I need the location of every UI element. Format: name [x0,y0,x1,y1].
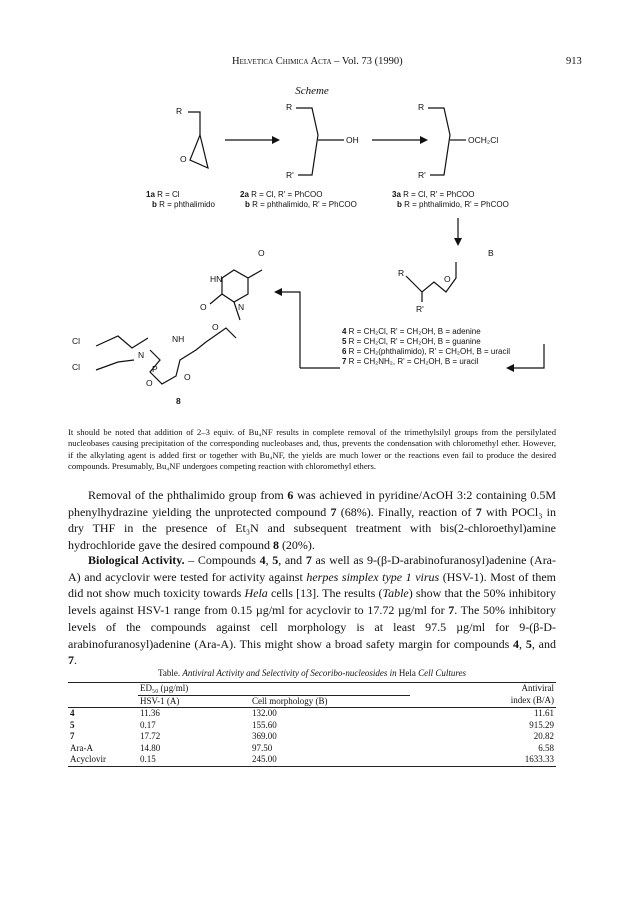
label-n-8: N [138,350,145,360]
label-r-nucleoside: R [398,268,405,278]
journal-name: Helvetica Chimica Acta [232,56,332,67]
label-o-uracil-2: O [200,302,207,312]
label-r-prime-3: R' [418,170,426,180]
caption-2b: b R = phthalimido, R' = PhCOO [245,200,357,209]
compound-8-chain [206,328,236,342]
caption-6: 6 R = CH₂(phthalimido), R' = CH₂OH, B = uracil [342,347,511,356]
label-p-8: P [152,364,158,374]
label-o-nucleoside: O [444,274,451,284]
label-r-prime-2: R' [286,170,294,180]
table-row: 4 11.36 132.00 11.61 [70,708,554,718]
label-r-2: R [286,102,293,112]
caption-5: 5 R = CH₂Cl, R' = CH₂OH, B = guanine [342,337,481,346]
caption-7: 7 R = CH₂NH₂, R' = CH₂OH, B = uracil [342,357,479,366]
label-r-3: R [418,102,425,112]
paragraph-removal: Removal of the phthalimido group from 6 was achieved in pyridine/AcOH 3:2 containing 0.5M phenylhydrazine yielding the unprotected compound 7 (68%). Finally, reaction of 7 with POCl₃ in dry THF in the presence of Et₃N and subsequent treatment with bis(2-chloroethyl)amine hydrochloride gave the desired compound 8 (20%). [68,488,556,553]
arrow-7-to-8 [282,292,300,368]
paragraph-biological-activity: Biological Activity. – Compounds 4, 5, and 7 as well as 9-(β-D-arabinofuranosyl)adenine (Ara-A) and acyclovir were tested for activity against herpes simplex type 1 virus (HSV-1). Most of them did not show much toxicity towards Hela cells [13]. The results (Table) show that the 50% inhibitory levels against HSV-1 range from 0.15 µg/ml for acyclovir to 17.72 µg/ml for 7. The 50% inhibitory levels of the compounds against cell morphology is at least 97.5 µg/ml for 9-(β-D-arabinofuranosyl)adenine (Ara-A). This might show a broad safety margin for compounds 4, 5, and 7. [68,553,557,668]
label-o-8-b: O [184,372,191,382]
compound-1-chain [188,112,200,135]
label-cl-1: Cl [72,336,81,346]
arrow-head-1-to-2 [272,136,280,144]
morphology-header: Cell morphology (B) [252,695,328,706]
scheme-title: Scheme [295,85,329,97]
label-n-uracil: N [238,302,245,312]
uracil-ring [222,270,248,302]
label-o-uracil-4: O [258,248,265,258]
uracil-c2-carbonyl [210,294,222,304]
label-cl-2: Cl [72,362,81,372]
table-row: 5 0.17 155.60 915.29 [70,719,554,730]
caption-3b: b R = phthalimido, R' = PhCOO [397,200,509,209]
table-row: Ara-A 14.80 97.50 6.58 [70,742,554,753]
section-heading: Biological Activity. [88,553,185,567]
compound-8-ring [150,342,206,384]
arrow-head-2-to-3 [420,136,428,144]
uracil-carbonyl [248,270,262,278]
antiviral-header: Antiviral [521,683,554,693]
table-header-row-1 [68,683,556,696]
mustard-arm-2 [96,360,134,370]
hsv-header: HSV-1 (A) [140,695,180,706]
index-header: index (B/A) [510,695,554,705]
caption-1b: b R = phthalimido [152,200,215,209]
compound-1-epoxide [190,135,208,168]
caption-1a: 1a R = Cl [146,190,180,199]
arrow-head-6-to-7 [506,364,514,372]
arrow-head-down [454,238,462,246]
label-o-1: O [180,154,187,164]
label-nh-8: NH [172,334,185,344]
label-r-prime-nucleoside: R' [416,304,424,314]
label-o-8-a: O [146,378,153,388]
caption-2a: 2a R = Cl, R' = PhCOO [240,190,323,199]
table-caption: Table. Antiviral Activity and Selectivity of Secoribo-nucleosides in Hela Cell Cultures [157,668,467,678]
results-table [68,682,556,767]
table-header-row-2 [68,695,556,708]
compound-8-number: 8 [176,396,181,406]
mustard-arm-1 [96,336,148,348]
label-b-nucleoside: B [488,248,494,258]
label-o-chain-8: O [212,322,219,332]
arrow-6-to-7 [514,344,544,368]
label-hn-uracil: HN [210,274,223,284]
compound-3-skeleton [428,108,450,175]
caption-4: 4 R = CH₂Cl, R' = CH₂OH, B = adenine [342,327,481,336]
ed50-header: ED₅₀ (µg/ml) [138,683,410,696]
table-row: 7 17.72 369.00 20.82 [70,731,554,741]
reaction-scheme [0,0,624,420]
caption-3a: 3a R = Cl, R' = PhCOO [392,190,475,199]
label-och2cl: OCH₂Cl [468,135,499,145]
journal-volume: – Vol. 73 (1990) [331,56,403,67]
page-number: 913 [566,56,582,67]
table-row: Acyclovir 0.15 245.00 1633.33 [70,754,554,764]
compound-2-skeleton [296,108,318,175]
label-r-1: R [176,106,183,116]
label-oh: OH [346,135,359,145]
synthesis-note: It should be noted that addition of 2–3 equiv. of Bu₄NF results in complete removal of the trimethylsilyl groups from the persilylated nucleobases causing precipitation of the corresponding nucleobases and, thus, prevents the condensation with chloromethyl ether. However, if the alkylating agent is added first or together with Bu₄NF, the yields are much lower or the reactions even fail to produce the desired compounds. Presumably, Bu₄NF undergoes competing reaction with chloromethyl ethers. [68,427,556,472]
arrow-head-7-to-8 [274,288,282,296]
